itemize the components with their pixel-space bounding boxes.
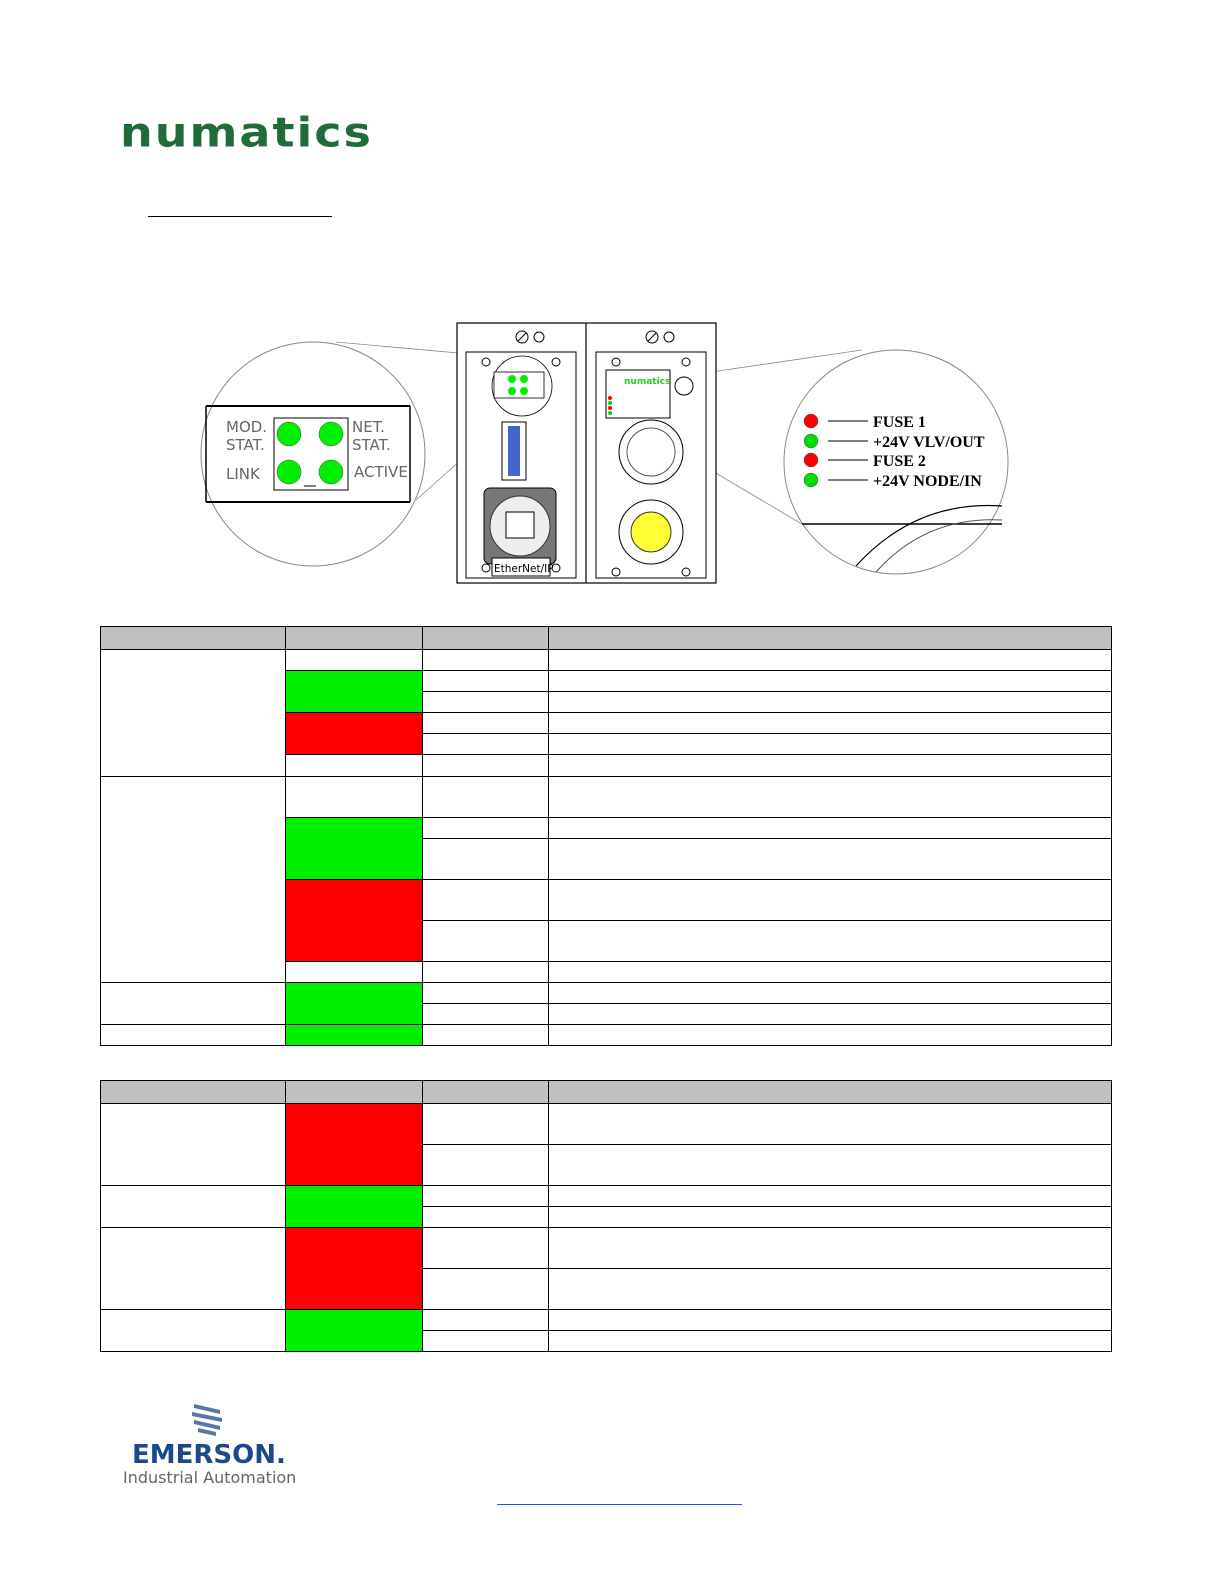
active-label: ACTIVE <box>354 463 408 481</box>
emerson-division-text: Industrial Automation <box>123 1468 297 1487</box>
net-stat-led <box>319 422 343 446</box>
green-led-cell <box>286 1186 423 1228</box>
emerson-logo-text: EMERSON. <box>132 1440 286 1470</box>
table-row <box>101 1186 1112 1207</box>
green-red-led-cell <box>286 962 423 983</box>
link-led <box>277 460 301 484</box>
node-in-label: +24V NODE/IN <box>873 473 982 490</box>
fuse1-label: FUSE 1 <box>873 414 926 431</box>
active-led <box>319 460 343 484</box>
node-in-led <box>804 473 818 487</box>
led-diagram <box>196 320 1026 588</box>
table-header-row <box>101 1081 1112 1104</box>
module-housing <box>457 323 716 583</box>
fuse1-led <box>804 414 818 428</box>
mod-stat-led <box>277 422 301 446</box>
left-zoom-circle <box>201 342 425 566</box>
green-led-cell <box>286 983 423 1025</box>
table-row <box>101 1310 1112 1331</box>
vlv-out-label: +24V VLV/OUT <box>873 434 985 451</box>
red-led-cell <box>286 1228 423 1310</box>
module-brand: numatics <box>624 377 671 387</box>
table-row <box>101 650 1112 671</box>
red-led-cell <box>286 1104 423 1186</box>
green-led-cell <box>286 1310 423 1352</box>
status-table-two <box>100 1080 1112 1352</box>
link-label: LINK <box>226 465 260 483</box>
footer-link-rule <box>497 1504 742 1505</box>
table-row <box>101 1104 1112 1145</box>
net-stat-label-1: NET. <box>352 418 385 436</box>
emerson-symbol-icon <box>190 1400 224 1440</box>
green-led-cell <box>286 818 423 880</box>
table-row <box>101 983 1112 1004</box>
right-zoom-circle <box>784 350 1008 574</box>
table-header-row <box>101 627 1112 650</box>
green-led-cell <box>286 671 423 713</box>
green-red-led-cell <box>286 755 423 777</box>
ethernet-ip-label: EtherNet/IP <box>494 563 554 575</box>
mod-stat-label-2: STAT. <box>226 436 265 454</box>
status-table-one <box>100 626 1112 1046</box>
numatics-logo: numatics <box>120 108 373 157</box>
green-led-cell <box>286 1025 423 1046</box>
table-row <box>101 777 1112 818</box>
mod-stat-label-1: MOD. <box>226 418 268 436</box>
red-led-cell <box>286 880 423 962</box>
table-row <box>101 1025 1112 1046</box>
net-stat-label-2: STAT. <box>352 436 391 454</box>
header-rule <box>148 216 332 217</box>
vlv-out-led <box>804 434 818 448</box>
table-row <box>101 1228 1112 1269</box>
fuse2-led <box>804 453 818 467</box>
red-led-cell <box>286 713 423 755</box>
fuse2-label: FUSE 2 <box>873 453 926 470</box>
